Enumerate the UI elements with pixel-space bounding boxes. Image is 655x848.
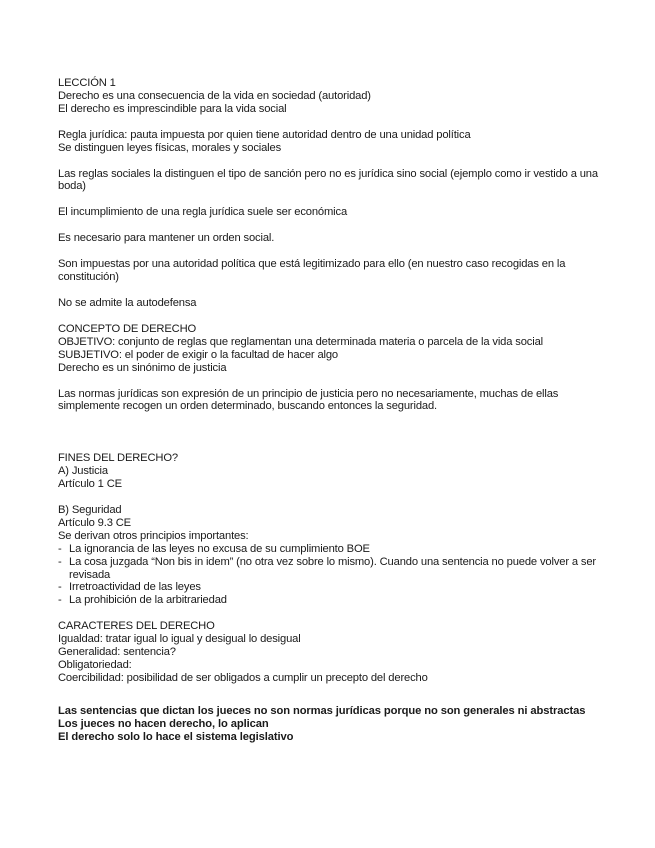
- text-line: Es necesario para mantener un orden social.: [58, 232, 275, 245]
- lesson-title: LECCIÓN 1: [58, 77, 116, 89]
- conclusion-line: El derecho solo lo hace el sistema legislativo: [58, 730, 294, 743]
- text-line: Se derivan otros principios importantes:: [58, 529, 249, 542]
- list-item-text: La prohibición de la arbitrariedad: [69, 594, 227, 607]
- text-line: Generalidad: sentencia?: [58, 646, 176, 659]
- text-paragraph: Las normas jurídicas son expresión de un principio de justicia pero no necesariamente, muchas de ellas simplemente recogen un orden determinado, buscando entonces la seguridad.: [58, 387, 559, 413]
- document-body: [58, 77, 598, 744]
- section-heading: CONCEPTO DE DERECHO: [58, 322, 197, 335]
- list-item: [58, 556, 598, 582]
- text-line: El derecho es imprescindible para la vida social: [58, 102, 287, 115]
- dash-bullet: -: [58, 581, 62, 594]
- conclusion-line: Los jueces no hacen derecho, lo aplican: [58, 717, 269, 730]
- text-line: SUBJETIVO: el poder de exigir o la facultad de hacer algo: [58, 348, 338, 361]
- list-item-text: Irretroactividad de las leyes: [69, 581, 201, 594]
- text-line: Derecho es un sinónimo de justicia: [58, 361, 227, 374]
- dash-bullet: -: [58, 594, 62, 607]
- text-line: Obligatoriedad:: [58, 659, 132, 671]
- text-line: Se distinguen leyes físicas, morales y sociales: [58, 141, 282, 154]
- text-line: Regla jurídica: pauta impuesta por quien tiene autoridad dentro de una unidad política: [58, 128, 471, 141]
- text-line: Artículo 9.3 CE: [58, 516, 131, 529]
- section-heading: FINES DEL DERECHO?: [58, 452, 178, 465]
- text-line: OBJETIVO: conjunto de reglas que reglamentan una determinada materia o parcela de la vida social: [58, 335, 543, 348]
- text-paragraph: Son impuestas por una autoridad política que está legitimizado para ello (en nuestro caso recogidas en la constitución): [58, 258, 566, 284]
- list-item: [58, 581, 598, 594]
- text-line: B) Seguridad: [58, 504, 122, 517]
- text-line: A) Justicia: [58, 465, 108, 478]
- principles-list: [58, 543, 598, 608]
- text-line: Artículo 1 CE: [58, 478, 122, 491]
- dash-bullet: -: [58, 555, 62, 568]
- text-paragraph: Las reglas sociales la distinguen el tipo de sanción pero no es jurídica sino social (ejemplo como ir vestido a una boda): [58, 167, 598, 193]
- text-line: El incumplimiento de una regla jurídica suele ser económica: [58, 206, 348, 219]
- list-item-text: La ignorancia de las leyes no excusa de su cumplimiento BOE: [69, 542, 370, 555]
- text-line: Igualdad: tratar igual lo igual y desigual lo desigual: [58, 633, 301, 646]
- list-item-text: La cosa juzgada “Non bis in idem” (no otra vez sobre lo mismo). Cuando una sentencia no puede volver a ser revisada: [69, 555, 596, 581]
- text-line: Coercibilidad: posibilidad de ser obligados a cumplir un precepto del derecho: [58, 671, 428, 684]
- list-item: [58, 543, 598, 556]
- conclusion-line: Las sentencias que dictan los jueces no son normas jurídicas porque no son generales ni abstractas: [58, 704, 586, 717]
- text-line: No se admite la autodefensa: [58, 296, 197, 309]
- section-heading: CARACTERES DEL DERECHO: [58, 620, 215, 633]
- list-item: [58, 594, 598, 607]
- text-line: Derecho es una consecuencia de la vida en sociedad (autoridad): [58, 89, 371, 102]
- dash-bullet: -: [58, 542, 62, 555]
